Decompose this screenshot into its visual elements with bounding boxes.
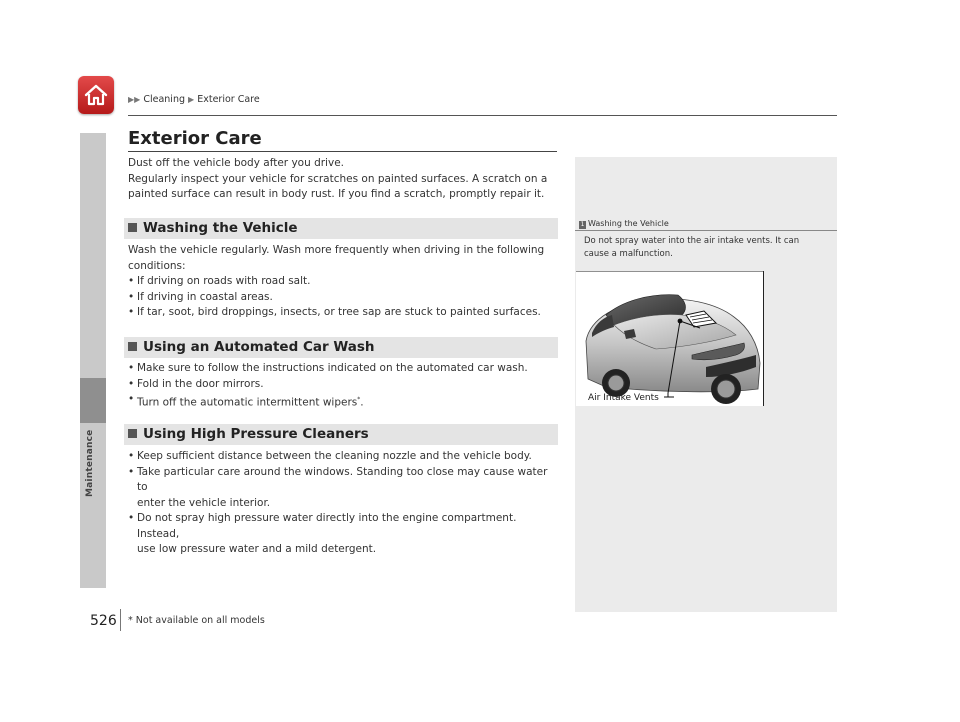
square-bullet-icon xyxy=(128,429,137,438)
section-tab-marker xyxy=(80,378,106,423)
list-item-line: • Take particular care around the windows. Standing too close may cause water to xyxy=(137,465,548,493)
footnote-marker: * xyxy=(357,396,361,403)
high-pressure-body xyxy=(128,449,558,558)
page-number: 526 xyxy=(90,613,117,629)
home-icon xyxy=(83,83,109,107)
washing-conditions-list xyxy=(128,274,558,321)
home-button[interactable] xyxy=(78,76,114,114)
footnote-divider xyxy=(120,609,121,631)
section-heading-washing xyxy=(124,218,558,239)
note-text xyxy=(584,235,824,261)
automated-wash-body xyxy=(128,361,558,411)
note-heading xyxy=(579,219,669,229)
breadcrumb-item-exterior-care[interactable]: Exterior Care xyxy=(197,94,260,105)
square-bullet-icon xyxy=(128,223,137,232)
list-item-line: • Do not spray high pressure water directly into the engine compartment. Instead, xyxy=(137,512,517,540)
intro-paragraph xyxy=(128,156,558,203)
header-divider xyxy=(128,115,837,116)
washing-body xyxy=(128,243,558,321)
list-item-text: Turn off the automatic intermittent wipers xyxy=(137,396,358,409)
high-pressure-list xyxy=(128,449,558,558)
section-heading-automated-wash xyxy=(124,337,558,358)
list-item-line: use low pressure water and a mild detergent. xyxy=(137,543,377,555)
note-heading-text[interactable]: Washing the Vehicle xyxy=(588,219,669,228)
section-heading-high-pressure xyxy=(124,424,558,445)
list-item: • If driving in coastal areas. xyxy=(128,290,558,306)
note-number-badge: 1 xyxy=(580,221,585,228)
section-heading-text: Using High Pressure Cleaners xyxy=(143,426,369,442)
list-item: • Keep sufficient distance between the cleaning nozzle and the vehicle body. xyxy=(128,449,558,465)
section-tab xyxy=(80,133,106,588)
list-item: • If tar, soot, bird droppings, insects, or tree sap are stuck to painted surfaces. xyxy=(128,305,558,321)
note-line: Do not spray water into the air intake vents. It can xyxy=(584,236,800,246)
note-line: cause a malfunction. xyxy=(584,249,673,259)
list-item-punctuation: . xyxy=(360,396,364,409)
list-item-line: enter the vehicle interior. xyxy=(137,496,271,509)
breadcrumb xyxy=(128,94,260,105)
figure-label: Air Intake Vents xyxy=(588,393,659,403)
list-item xyxy=(128,511,558,558)
section-heading-text: Using an Automated Car Wash xyxy=(143,339,375,355)
intro-line: Regularly inspect your vehicle for scratches on painted surfaces. A scratch on a xyxy=(128,172,548,185)
chevron-right-icon: ▶▶ xyxy=(128,95,141,104)
chevron-right-icon: ▶ xyxy=(188,95,195,104)
list-item xyxy=(128,465,558,512)
section-tab-label: Maintenance xyxy=(85,429,95,497)
automated-wash-list xyxy=(128,361,558,411)
list-item xyxy=(128,392,558,411)
section-heading-text: Washing the Vehicle xyxy=(143,220,298,236)
body-line: Wash the vehicle regularly. Wash more frequently when driving in the following xyxy=(128,244,545,256)
body-line: conditions: xyxy=(128,259,186,272)
breadcrumb-item-cleaning[interactable]: Cleaning xyxy=(143,94,185,105)
list-item: • If driving on roads with road salt. xyxy=(128,274,558,290)
intro-line: painted surface can result in body rust. If you find a scratch, promptly repair it. xyxy=(128,188,545,200)
note-divider xyxy=(575,230,837,231)
intro-line: Dust off the vehicle body after you drive. xyxy=(128,157,344,169)
list-item: • Make sure to follow the instructions indicated on the automated car wash. xyxy=(128,361,558,377)
square-bullet-icon xyxy=(128,342,137,351)
footnote: * Not available on all models xyxy=(128,615,265,626)
list-item: • Fold in the door mirrors. xyxy=(128,377,558,393)
page-title: Exterior Care xyxy=(128,128,262,149)
title-divider xyxy=(128,151,557,152)
car-air-intake-illustration xyxy=(576,271,764,406)
